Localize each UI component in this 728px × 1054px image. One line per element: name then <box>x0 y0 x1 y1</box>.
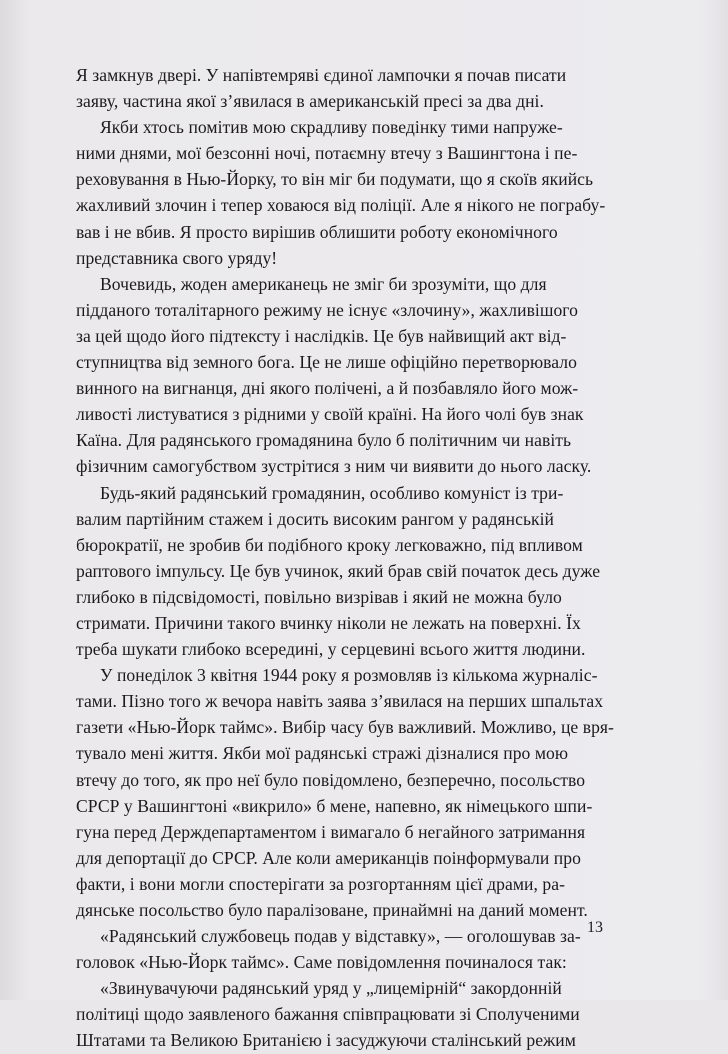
paragraph-2 <box>76 114 640 271</box>
text-line: бюрократії, не зробив би подібного кроку легковажно, під впливом <box>76 534 583 555</box>
text-line: дянське посольство було паралізоване, принаймні на даний момент. <box>76 900 588 920</box>
page-number: 13 <box>587 919 603 936</box>
text-line: реховування в Нью-Йорку, то він міг би подумати, що я скоїв якийсь <box>76 169 594 190</box>
text-line: треба шукати глибоко всередині, у серцевині всього життя людини. <box>76 639 586 660</box>
text-line: Будь-який радянський громадянин, особливо комуніст із три- <box>100 482 564 503</box>
text-line: ними днями, мої безсонні ночі, потаємну втечу з Вашингтона і пе- <box>76 143 578 164</box>
paragraph-3 <box>76 271 640 480</box>
text-line: винного на вигнанця, дні якого полічені, а й позбавляло його мож- <box>76 378 579 399</box>
text-line: за цей щодо його підтексту і наслідків. Це був найвищий акт від- <box>76 325 567 346</box>
text-line: тами. Пізно того ж вечора навіть заява з’явилася на перших шпальтах <box>76 691 604 712</box>
text-line: тувало мені життя. Якби мої радянські стражі дізналися про мою <box>76 743 569 764</box>
text-line: політиці щодо заявленого бажання співпрацювати зі Сполученими <box>76 1004 580 1025</box>
paragraph-6 <box>76 923 640 975</box>
text-line: глибоко в підсвідомості, повільно визрівав і який не можна було <box>76 586 562 607</box>
text-line: ступництва від земного бога. Це не лише офіційно перетворювало <box>76 352 577 373</box>
text-line: валим партійним стажем і досить високим рангом у радянській <box>76 508 555 529</box>
paragraph-7 <box>76 975 640 1053</box>
text-line: жахливий злочин і тепер ховаюся від поліції. Але я нікого не пограбу- <box>76 195 606 216</box>
text-line: газети «Нью-Йорк таймс». Вибір часу був важливий. Можливо, це вря- <box>76 717 614 738</box>
text-line: Я замкнув двері. У напівтемряві єдиної лампочки я почав писати <box>76 65 567 85</box>
text-line: заяву, частина якої з’явилася в американській пресі за два дні. <box>76 91 544 112</box>
text-line: фізичним самогубством зустрітися з ним чи виявити до нього ласку. <box>76 456 592 477</box>
text-line: представника свого уряду! <box>76 247 278 268</box>
text-line: «Звинувачуючи радянський уряд у „лицемірній“ закордонній <box>100 978 562 999</box>
text-line: втечу до того, як про неї було повідомлено, безперечно, посольство <box>76 769 586 790</box>
text-line: Каїна. Для радянського громадянина було б політичним чи навіть <box>76 430 572 451</box>
text-line: факти, і вони могли спостерігати за розгортанням цієї драми, ра- <box>76 873 566 894</box>
paragraph-1 <box>76 62 640 114</box>
text-line: Якби хтось помітив мою скрадливу поведінку тими напруже- <box>100 117 563 138</box>
text-line: стримати. Причини такого вчинку ніколи не лежать на поверхні. Їх <box>76 612 581 633</box>
text-line: Вочевидь, жоден американець не зміг би зрозуміти, що для <box>100 273 547 294</box>
text-line: «Радянський службовець подав у відставку», — оголошував за- <box>100 926 581 947</box>
text-line: підданого тоталітарного режиму не існує «злочину», жахливішого <box>76 299 578 320</box>
text-line: головок «Нью-Йорк таймс». Саме повідомлення починалося так: <box>76 952 567 973</box>
paragraph-4 <box>76 480 640 663</box>
text-line: У понеділок 3 квітня 1944 року я розмовляв із кількома журналіс- <box>100 665 598 686</box>
text-line: СРСР у Вашингтоні «викрило» б мене, напевно, як німецького шпи- <box>76 795 593 816</box>
paragraph-5 <box>76 662 640 923</box>
text-line: для депортації до СРСР. Але коли американців поінформували про <box>76 847 581 868</box>
text-line: Штатами та Великою Британією і засуджуючи сталінський режим <box>76 1030 576 1051</box>
text-line: гуна перед Держдепартаментом і вимагало б негайного затримання <box>76 821 586 842</box>
text-line: раптового імпульсу. Це був учинок, який брав свій початок десь дуже <box>76 560 601 581</box>
text-line: вав і не вбив. Я просто вирішив облишити роботу економічного <box>76 221 558 242</box>
body-text <box>76 62 640 1054</box>
text-line: ливості листуватися з рідними у своїй країні. На його чолі був знак <box>76 404 584 425</box>
